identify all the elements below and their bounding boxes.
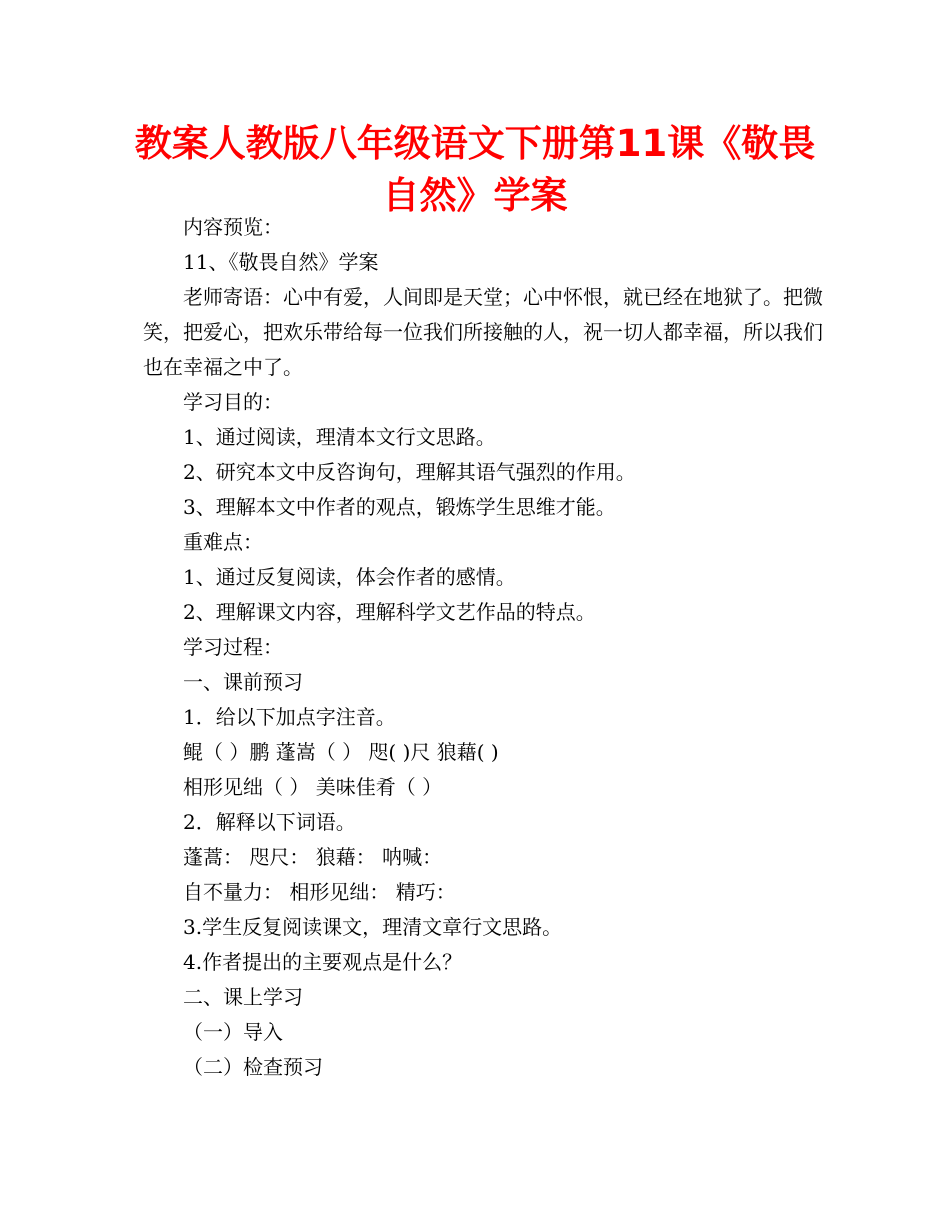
objectives-label: 学习目的： (183, 390, 283, 414)
preview-label: 内容预览： (183, 215, 283, 239)
objective-item: 3、理解本文中作者的观点，锻炼学生思维才能。 (183, 495, 616, 519)
subsection-heading: （一）导入 (183, 1020, 283, 1044)
teacher-message: 老师寄语：心中有爱，人间即是天堂；心中怀恨，就已经在地狱了。把微笑，把爱心，把欢乐带给每一位我们所接触的人，祝一切人都幸福，所以我们也在幸福之中了。 (143, 285, 823, 379)
key-point-item: 1、通过反复阅读，体会作者的感情。 (183, 565, 516, 589)
task-item: 2．解释以下词语。 (183, 810, 356, 834)
section-heading: 一、课前预习 (183, 670, 303, 694)
task-item: 1．给以下加点字注音。 (183, 705, 396, 729)
process-label: 学习过程： (183, 635, 283, 659)
key-point-item: 2、理解课文内容，理解科学文艺作品的特点。 (183, 600, 596, 624)
objective-item: 2、研究本文中反咨询句，理解其语气强烈的作用。 (183, 460, 636, 484)
subsection-heading: （二）检查预习 (183, 1055, 323, 1079)
lesson-heading: 11、《敬畏自然》学案 (183, 250, 379, 274)
task-words: 自不量力： 相形见绌： 精巧： (183, 880, 456, 904)
task-item: 4.作者提出的主要观点是什么？ (183, 950, 463, 974)
section-heading: 二、课上学习 (183, 985, 303, 1009)
task-item: 3.学生反复阅读课文，理清文章行文思路。 (183, 915, 563, 939)
task-words: 相形见绌（ ） 美味佳肴（ ） (183, 775, 443, 799)
task-words: 鲲（ ）鹏 蓬嵩（ ） 咫( )尺 狼藉( ) (183, 740, 499, 764)
key-points-label: 重难点： (183, 530, 263, 554)
document-body (143, 210, 823, 1085)
task-words: 蓬蒿： 咫尺： 狼藉： 呐喊： (183, 845, 443, 869)
objective-item: 1、通过阅读，理清本文行文思路。 (183, 425, 496, 449)
document-title: 教案人教版八年级语文下册第11课《敬畏自然》学案 (134, 122, 816, 217)
